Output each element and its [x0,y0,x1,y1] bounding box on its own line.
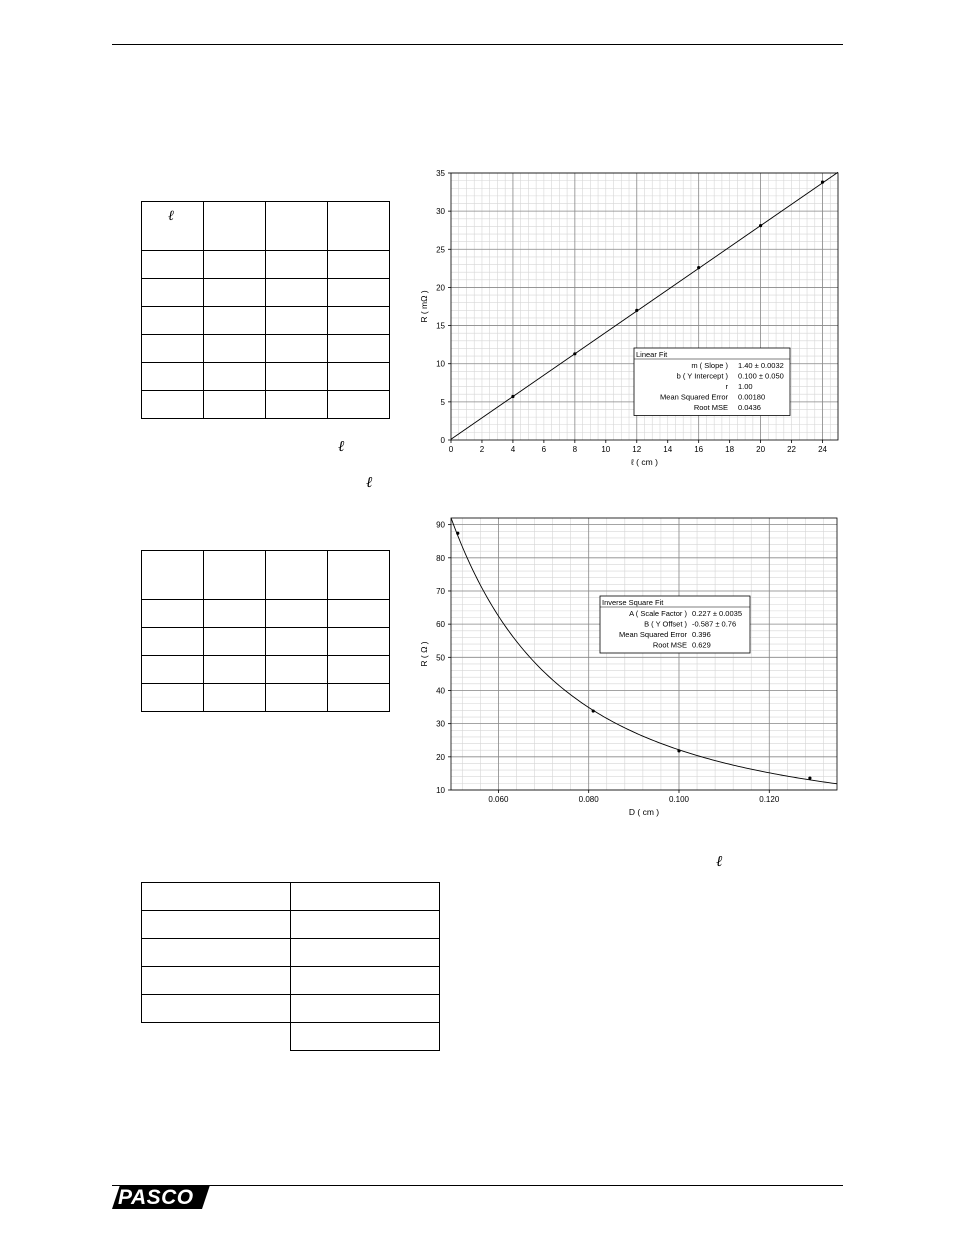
resistance-vs-length-chart [410,160,850,480]
x-axis-label: ℓ ( cm ) [631,457,658,467]
fit-param-label: Mean Squared Error [619,630,687,639]
header-rule [112,44,843,45]
y-tick-label: 30 [436,207,445,217]
y-tick-label: 30 [436,719,445,729]
table-row [142,939,440,967]
fit-param-label: A ( Scale Factor ) [629,609,687,618]
x-tick-label: 0.120 [759,795,780,804]
data-point [592,709,595,712]
fit-param-label: m ( Slope ) [691,361,728,370]
table-row [142,202,390,251]
fit-param-label: B ( Y Offset ) [644,619,687,629]
fit-box [634,348,790,416]
fit-param-value: 0.227 ± 0.0035 [692,609,742,618]
table-row [142,967,440,995]
data-point [456,532,459,535]
fit-box-title: Linear Fit [636,350,668,359]
table-row [142,279,390,307]
table-cell [328,202,390,251]
fit-param-value: 0.0436 [738,403,761,412]
fit-param-value: 0.100 ± 0.050 [738,371,784,381]
table-row [142,911,440,939]
y-tick-label: 60 [436,620,445,630]
table-row [142,684,390,712]
fit-param-value: 1.40 ± 0.0032 [738,361,784,370]
y-tick-label: 25 [436,245,445,255]
table-row [142,335,390,363]
ell-symbol: ℓ [716,852,723,870]
y-tick-label: 90 [436,520,445,530]
y-axis-label: R ( Ω ) [419,641,429,667]
x-tick-label: 0 [448,445,454,454]
table-row [142,551,390,600]
y-axis-label: R ( mΩ ) [419,290,429,323]
fit-param-label: Root MSE [693,403,728,412]
footer-rule [112,1185,843,1186]
y-tick-label: 35 [436,169,445,178]
x-tick-label: 24 [818,445,827,454]
table-cell [266,551,328,600]
y-tick-label: 50 [436,653,445,663]
resistance-vs-diameter-chart [410,508,850,824]
data-table-length [141,201,390,419]
x-tick-label: 12 [632,445,642,454]
ell-symbol: ℓ [366,473,373,491]
table-row [142,1023,440,1051]
table-row [142,628,390,656]
table-cell [204,202,266,251]
y-tick-label: 80 [436,553,445,563]
x-tick-label: 20 [756,445,766,454]
fit-box-title: Inverse Square Fit [602,598,664,607]
fit-param-label: b ( Y Intercept ) [676,371,728,381]
y-tick-label: 70 [436,586,445,596]
x-tick-label: 22 [787,445,797,454]
data-point [821,181,824,184]
y-tick-label: 10 [436,786,445,795]
fit-param-label: Root MSE [652,640,687,650]
table-row [142,251,390,279]
fit-param-value: -0.587 ± 0.76 [692,619,737,629]
data-point [808,776,811,779]
table-cell [266,202,328,251]
table-row [142,656,390,684]
x-axis-label: D ( cm ) [628,807,660,817]
fit-param-label: Mean Squared Error [660,392,728,402]
data-point [759,224,762,227]
data-point [573,352,576,355]
x-tick-label: 0.080 [578,795,599,804]
y-tick-label: 15 [436,321,445,331]
fit-param-value: 1.00 [738,382,753,391]
data-table-diameter [141,550,390,712]
ell-symbol: ℓ [168,208,174,224]
table-row [142,391,390,419]
table-cell [328,551,390,600]
data-point [677,749,680,752]
fit-param-value: 0.396 [692,630,711,639]
table-row [142,307,390,335]
x-tick-label: 14 [663,445,673,454]
table-row [142,600,390,628]
x-tick-label: 0.100 [668,795,690,804]
fit-param-label: r [725,382,728,391]
data-point [635,309,638,312]
x-tick-label: 2 [479,445,485,454]
table-row [142,883,440,911]
y-tick-label: 5 [440,397,445,407]
x-tick-label: 0.060 [488,795,509,804]
grid [451,518,837,790]
ell-symbol: ℓ [338,437,345,455]
fit-box [600,596,750,653]
table-row [142,363,390,391]
table-cell [204,551,266,600]
table-cell [142,551,204,600]
x-tick-label: 6 [541,445,547,454]
y-tick-label: 10 [436,359,445,369]
x-tick-label: 8 [572,445,578,454]
y-tick-label: 20 [436,752,445,762]
results-table [141,882,440,1051]
x-tick-label: 4 [510,445,516,454]
pasco-logo-text: PASCO [118,1186,194,1209]
data-point [697,266,700,269]
table-cell [142,202,204,251]
y-tick-label: 0 [440,436,445,445]
x-tick-label: 10 [601,445,611,454]
fit-param-value: 0.00180 [738,392,766,402]
y-tick-label: 20 [436,283,445,293]
x-tick-label: 18 [725,445,735,454]
data-point [511,395,514,398]
fit-param-value: 0.629 [692,640,711,650]
plot-frame [451,518,837,790]
table-row [142,995,440,1023]
y-tick-label: 40 [436,686,445,696]
x-tick-label: 16 [694,445,704,454]
